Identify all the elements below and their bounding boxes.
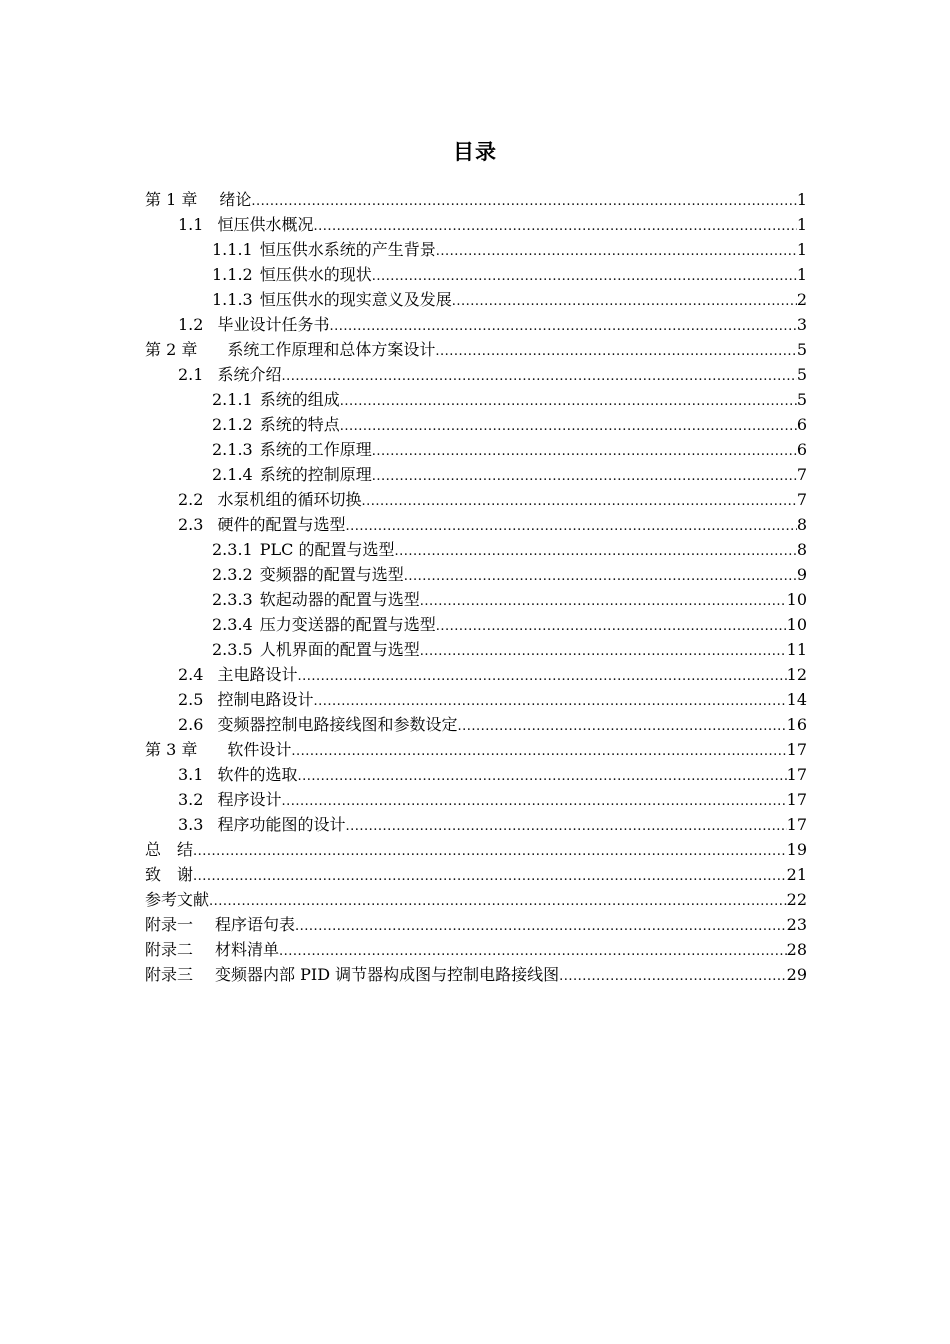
page-title: 目录 <box>453 140 497 164</box>
toc-entry-number: 3.3 <box>178 815 204 834</box>
toc-entry-page: 1 <box>796 265 807 284</box>
toc-entry-page: 17 <box>786 765 807 784</box>
toc-dot-leader <box>345 814 786 839</box>
toc-entry-page: 2 <box>796 290 807 309</box>
toc-entry-page: 9 <box>796 565 807 584</box>
toc-entry-number: 2.3.3 <box>212 590 253 609</box>
toc-entry-page: 12 <box>786 665 807 684</box>
toc-entry-number: 2.1.4 <box>212 465 253 484</box>
toc-entry-number: 第 2 章 <box>145 340 198 359</box>
toc-entry-label: 系统的特点 <box>259 415 340 434</box>
toc-entry-label: 程序语句表 <box>215 915 296 934</box>
toc-entry[interactable] <box>145 887 807 912</box>
toc-entry-number: 2.3.4 <box>212 615 253 634</box>
toc-entry[interactable] <box>145 962 807 987</box>
toc-entry-page: 17 <box>786 815 807 834</box>
toc-dot-leader <box>313 214 796 239</box>
toc-dot-leader <box>340 414 797 439</box>
toc-entry-label: 变频器的配置与选型 <box>259 565 404 584</box>
toc-dot-leader <box>279 939 787 964</box>
toc-entry-label: 人机界面的配置与选型 <box>259 640 420 659</box>
toc-entry-page: 8 <box>796 515 807 534</box>
toc-entry-label: 参考文献 <box>145 890 210 909</box>
toc-dot-leader <box>209 889 787 914</box>
toc-entry-page: 7 <box>796 490 807 509</box>
toc-dot-leader <box>295 914 787 939</box>
toc-entry-page: 14 <box>786 690 807 709</box>
toc-entry-label: 程序功能图的设计 <box>217 815 346 834</box>
toc-entry-label: 水泵机组的循环切换 <box>217 490 362 509</box>
toc-entry[interactable] <box>145 737 807 762</box>
toc-entry-page: 6 <box>796 415 807 434</box>
toc-entry[interactable] <box>145 437 807 462</box>
toc-entry-page: 28 <box>786 940 807 959</box>
toc-entry-number: 1.1.1 <box>212 240 253 259</box>
toc-entry[interactable] <box>145 687 807 712</box>
toc-entry-page: 5 <box>796 340 807 359</box>
toc-entry[interactable] <box>145 512 807 537</box>
toc-entry-number: 附录二 <box>145 940 194 959</box>
toc-entry[interactable] <box>145 537 807 562</box>
toc-entry-label: 压力变送器的配置与选型 <box>259 615 436 634</box>
toc-dot-leader <box>297 764 786 789</box>
toc-entry-label: PLC 的配置与选型 <box>259 540 395 559</box>
toc-dot-leader <box>291 739 786 764</box>
toc-entry-label: 主电路设计 <box>217 665 298 684</box>
toc-entry-number: 2.3.1 <box>212 540 253 559</box>
toc-entry-page: 21 <box>786 865 807 884</box>
toc-entry-label: 软件的选取 <box>217 765 298 784</box>
toc-entry-page: 1 <box>796 190 807 209</box>
toc-dot-leader <box>281 364 796 389</box>
toc-entry-page: 10 <box>786 615 807 634</box>
toc-entry-label: 恒压供水概况 <box>217 215 314 234</box>
toc-entry-label: 恒压供水的现状 <box>259 265 372 284</box>
toc-dot-leader <box>372 464 797 489</box>
toc-entry[interactable] <box>145 362 807 387</box>
toc-dot-leader <box>372 439 797 464</box>
toc-entry-page: 22 <box>786 890 807 909</box>
toc-dot-leader <box>281 789 786 814</box>
toc-entry-number: 第 1 章 <box>145 190 198 209</box>
toc-entry-page: 7 <box>796 465 807 484</box>
toc-dot-leader <box>404 564 797 589</box>
toc-entry[interactable] <box>145 487 807 512</box>
toc-dot-leader <box>313 689 786 714</box>
toc-entry-number: 2.1.3 <box>212 440 253 459</box>
toc-entry[interactable] <box>145 787 807 812</box>
toc-entry-page: 5 <box>796 390 807 409</box>
toc-entry[interactable] <box>145 612 807 637</box>
toc-entry[interactable] <box>145 262 807 287</box>
toc-entry[interactable] <box>145 762 807 787</box>
toc-entry-number: 2.3.5 <box>212 640 253 659</box>
toc-entry[interactable] <box>145 837 807 862</box>
toc-entry-page: 5 <box>796 365 807 384</box>
toc-entry-label: 恒压供水系统的产生背景 <box>259 240 436 259</box>
toc-entry-label: 材料清单 <box>215 940 280 959</box>
toc-entry[interactable] <box>145 287 807 312</box>
toc-entry[interactable] <box>145 337 807 362</box>
toc-entry-label: 致 谢 <box>145 865 194 884</box>
toc-dot-leader <box>420 639 787 664</box>
toc-entry-page: 29 <box>786 965 807 984</box>
toc-entry-label: 程序设计 <box>217 790 282 809</box>
toc-entry-page: 8 <box>796 540 807 559</box>
toc-entry-page: 19 <box>786 840 807 859</box>
toc-dot-leader <box>345 514 796 539</box>
toc-entry-label: 系统的工作原理 <box>259 440 372 459</box>
toc-entry-number: 1.1.3 <box>212 290 253 309</box>
toc-entry[interactable] <box>145 462 807 487</box>
toc-dot-leader <box>193 864 787 889</box>
toc-entry-page: 11 <box>786 640 807 659</box>
toc-entry-page: 3 <box>796 315 807 334</box>
toc-entry-number: 2.6 <box>178 715 204 734</box>
toc-entry-page: 17 <box>786 790 807 809</box>
toc-entry[interactable] <box>145 912 807 937</box>
toc-entry-number: 3.1 <box>178 765 204 784</box>
toc-entry[interactable] <box>145 562 807 587</box>
toc-entry[interactable] <box>145 937 807 962</box>
toc-dot-leader <box>457 714 786 739</box>
toc-entry-page: 1 <box>796 240 807 259</box>
toc-dot-leader <box>559 964 787 989</box>
toc-entry-number: 2.3 <box>178 515 204 534</box>
toc-dot-leader <box>435 339 796 364</box>
toc-entry-label: 绪论 <box>219 190 252 209</box>
toc-dot-leader <box>436 239 797 264</box>
toc-entry[interactable] <box>145 637 807 662</box>
toc-entry[interactable] <box>145 812 807 837</box>
toc-entry-label: 系统的组成 <box>259 390 340 409</box>
toc-entry-number: 2.3.2 <box>212 565 253 584</box>
toc-entry-number: 1.2 <box>178 315 204 334</box>
toc-entry-label: 硬件的配置与选型 <box>217 515 346 534</box>
toc-dot-leader <box>251 189 796 214</box>
toc-entry-page: 23 <box>786 915 807 934</box>
toc-dot-leader <box>394 539 796 564</box>
toc-dot-leader <box>297 664 786 689</box>
toc-entry[interactable] <box>145 237 807 262</box>
toc-entry-number: 2.5 <box>178 690 204 709</box>
toc-entry-number: 附录一 <box>145 915 194 934</box>
toc-entry[interactable] <box>145 712 807 737</box>
toc-entry-number: 1.1.2 <box>212 265 253 284</box>
toc-dot-leader <box>436 614 787 639</box>
toc-dot-leader <box>361 489 796 514</box>
toc-entry-label: 系统工作原理和总体方案设计 <box>227 340 436 359</box>
toc-entry-number: 附录三 <box>145 965 194 984</box>
toc-entry-page: 17 <box>786 740 807 759</box>
toc-entry-label: 恒压供水的现实意义及发展 <box>259 290 452 309</box>
toc-dot-leader <box>340 389 797 414</box>
toc-entry-number: 2.1.2 <box>212 415 253 434</box>
toc-entry-label: 总 结 <box>145 840 194 859</box>
toc-entry[interactable] <box>145 187 807 212</box>
toc-entry-page: 16 <box>786 715 807 734</box>
toc-entry[interactable] <box>145 412 807 437</box>
toc-entry-page: 10 <box>786 590 807 609</box>
toc-entry-number: 第 3 章 <box>145 740 198 759</box>
toc-entry-label: 软件设计 <box>227 740 292 759</box>
toc-dot-leader <box>193 839 787 864</box>
toc-entry-label: 系统的控制原理 <box>259 465 372 484</box>
toc-entry-page: 6 <box>796 440 807 459</box>
toc-entry[interactable] <box>145 212 807 237</box>
toc-entry[interactable] <box>145 587 807 612</box>
toc-entry-number: 2.1 <box>178 365 204 384</box>
toc-entry-number: 2.1.1 <box>212 390 253 409</box>
toc-entry[interactable] <box>145 387 807 412</box>
toc-entry-number: 2.4 <box>178 665 204 684</box>
toc-entry[interactable] <box>145 862 807 887</box>
toc-dot-leader <box>452 289 797 314</box>
toc-entry-number: 2.2 <box>178 490 204 509</box>
toc-dot-leader <box>420 589 787 614</box>
toc-dot-leader <box>372 264 797 289</box>
toc-entry-label: 系统介绍 <box>217 365 282 384</box>
toc-entry-page: 1 <box>796 215 807 234</box>
toc-entry[interactable] <box>145 312 807 337</box>
table-of-contents <box>145 187 807 987</box>
toc-entry[interactable] <box>145 662 807 687</box>
toc-entry-label: 变频器内部 PID 调节器构成图与控制电路接线图 <box>215 965 560 984</box>
toc-entry-number: 3.2 <box>178 790 204 809</box>
toc-entry-number: 1.1 <box>178 215 204 234</box>
toc-entry-label: 软起动器的配置与选型 <box>259 590 420 609</box>
toc-entry-label: 变频器控制电路接线图和参数设定 <box>217 715 458 734</box>
toc-entry-label: 控制电路设计 <box>217 690 314 709</box>
toc-entry-label: 毕业设计任务书 <box>217 315 330 334</box>
toc-dot-leader <box>329 314 796 339</box>
